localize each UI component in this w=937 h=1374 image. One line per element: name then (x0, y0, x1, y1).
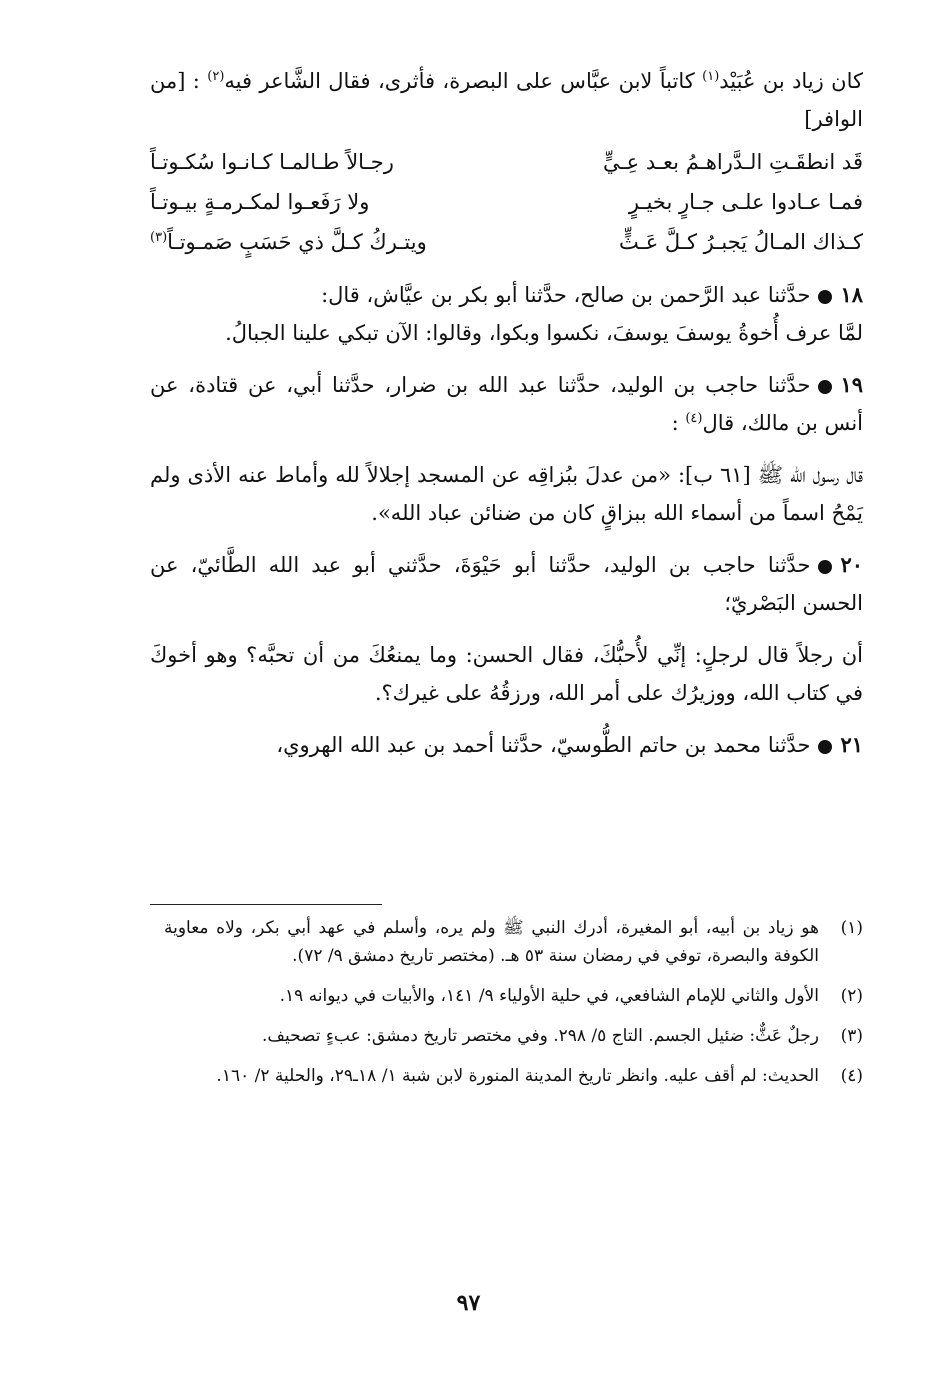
poem-verse (150, 142, 863, 182)
verse-first-hemistich: قَد انطقَـتِ الـدَّراهـمُ بعـد عِـيٍّ (603, 150, 863, 174)
footnote-ref: (٤) (685, 411, 703, 426)
isnad-text: حدَّثنا حاجب بن الوليد، حدَّثنا عبد الله بن ضرار، حدَّثنا أبي، عن قتادة، عن أنس بن مالك، قال (150, 373, 863, 435)
section-number: ١٨ (840, 282, 863, 307)
section-isnad (150, 276, 863, 314)
footnotes (164, 914, 863, 1102)
bullet-icon (818, 740, 832, 754)
section-isnad (150, 546, 863, 622)
page-number: ٩٧ (456, 1290, 481, 1316)
footnote-separator (150, 904, 382, 905)
verse-second-hemistich: رجـالاً طـالمـا كـانـوا سُكـوتـاً (150, 150, 394, 174)
main-text (150, 62, 863, 764)
footnote-text: الحديث: لم أقف عليه. وانظر تاريخ المدينة المنورة لابن شبة ١/ ١٨ـ٢٩، والحلية ٢/ ١٦٠. (216, 1066, 819, 1086)
intro-text-a: كان زياد بن عُبَيْد (719, 69, 864, 93)
footnote (164, 914, 863, 970)
intro-text-b: كاتباً لابن عبَّاس على البصرة، فأثرى، فقال الشَّاعر فيه (224, 69, 703, 93)
section-matn: أن رجلاً قال لرجلٍ: إنِّي لأُحبُّكَ، فقال الحسن: وما يمنعُكَ من أن تحبَّه؟ وهو أخوكَ في كتاب الله، ووزيرُك على أمر الله، ورزقُهُ على غيرك؟. (150, 643, 863, 705)
footnote-number: (٣) (840, 1026, 863, 1046)
isnad-text: حدَّثنا عبد الرَّحمن بن صالح، حدَّثنا أبو بكر بن عيَّاش، قال: (321, 283, 811, 307)
verse-second-text: ويتـركُ كـلَّ ذي حَسَبٍ صَمـوتـاً (167, 230, 427, 254)
verse-second-hemistich (150, 230, 492, 254)
footnote (164, 982, 863, 1010)
bullet-icon (818, 290, 832, 304)
meter-label: : [من الوافر] (150, 69, 863, 131)
isnad-text: حدَّثنا حاجب بن الوليد، حدَّثنا أبو حَيْوَةَ، حدَّثني أبو عبد الله الطَّائيّ، عن الحسن البَصْريّ؛ (150, 553, 863, 615)
section-matn: لمَّا عرف أُخوةُ يوسفَ يوسفَ، نكسوا وبكوا، وقالوا: الآن تبكي علينا الجبالُ. (225, 321, 863, 345)
poem (150, 142, 863, 262)
footnote-text: الأول والثاني للإمام الشافعي، في حلية الأولياء ٩/ ١٤١، والأبيات في ديوانه ١٩. (279, 986, 819, 1006)
verse-first-hemistich: كـذاك المـالُ يَجبـرُ كـلَّ عَـثٍّ (618, 230, 863, 254)
footnote-ref: (١) (702, 69, 720, 84)
section-number: ٢٠ (840, 552, 863, 577)
verse-second-hemistich: ولا رَفَعـوا لمكـرمـةٍ بيـوتـاً (150, 190, 370, 214)
verse-first-hemistich: فمـا عـادوا علـى جـارٍ بخيـرٍ (628, 190, 863, 214)
footnote-number: (٢) (840, 986, 863, 1006)
footnote-number: (١) (840, 918, 863, 938)
isnad-end: : (671, 411, 686, 435)
footnote-text: رجلٌ عَثٌّ: ضئيل الجسم. التاج ٥/ ٢٩٨. وفي مختصر تاريخ دمشق: عبءٍ تصحيف. (261, 1026, 819, 1046)
section-isnad (150, 366, 863, 442)
section-number: ٢١ (840, 732, 863, 757)
isnad-text: حدَّثنا محمد بن حاتم الطُّوسيّ، حدَّثنا أحمد بن عبد الله الهروي، (276, 733, 811, 757)
footnote (164, 1022, 863, 1050)
poem-verse (150, 222, 863, 262)
section-matn: قال رسول الله ﷺ [٦١ ب]: «من عدلَ ببُزاقِه عن المسجد إجلالاً لله وأماط عنه الأذى ولم يَمْحُ اسماً من أسماء الله ببزاقٍ كان من ضنائن عباد الله». (150, 463, 863, 525)
footnote-ref: (٢) (207, 69, 225, 84)
section-isnad (150, 726, 863, 764)
section-number: ١٩ (840, 372, 863, 397)
footnote-ref: (٣) (150, 230, 168, 245)
footnote-number: (٤) (840, 1066, 863, 1086)
footnote (164, 1062, 863, 1090)
bullet-icon (818, 560, 832, 574)
poem-verse (150, 182, 863, 222)
bullet-icon (818, 380, 832, 394)
intro-paragraph (150, 62, 863, 138)
footnote-text: هو زياد بن أبيه، أبو المغيرة، أدرك النبي ﷺ ولم يره، وأسلم في عهد أبي بكر، ولاه معاوية الكوفة والبصرة، توفي في رمضان سنة ٥٣ هـ. (مختصر تاريخ دمشق ٩/ ٧٢). (164, 918, 819, 966)
